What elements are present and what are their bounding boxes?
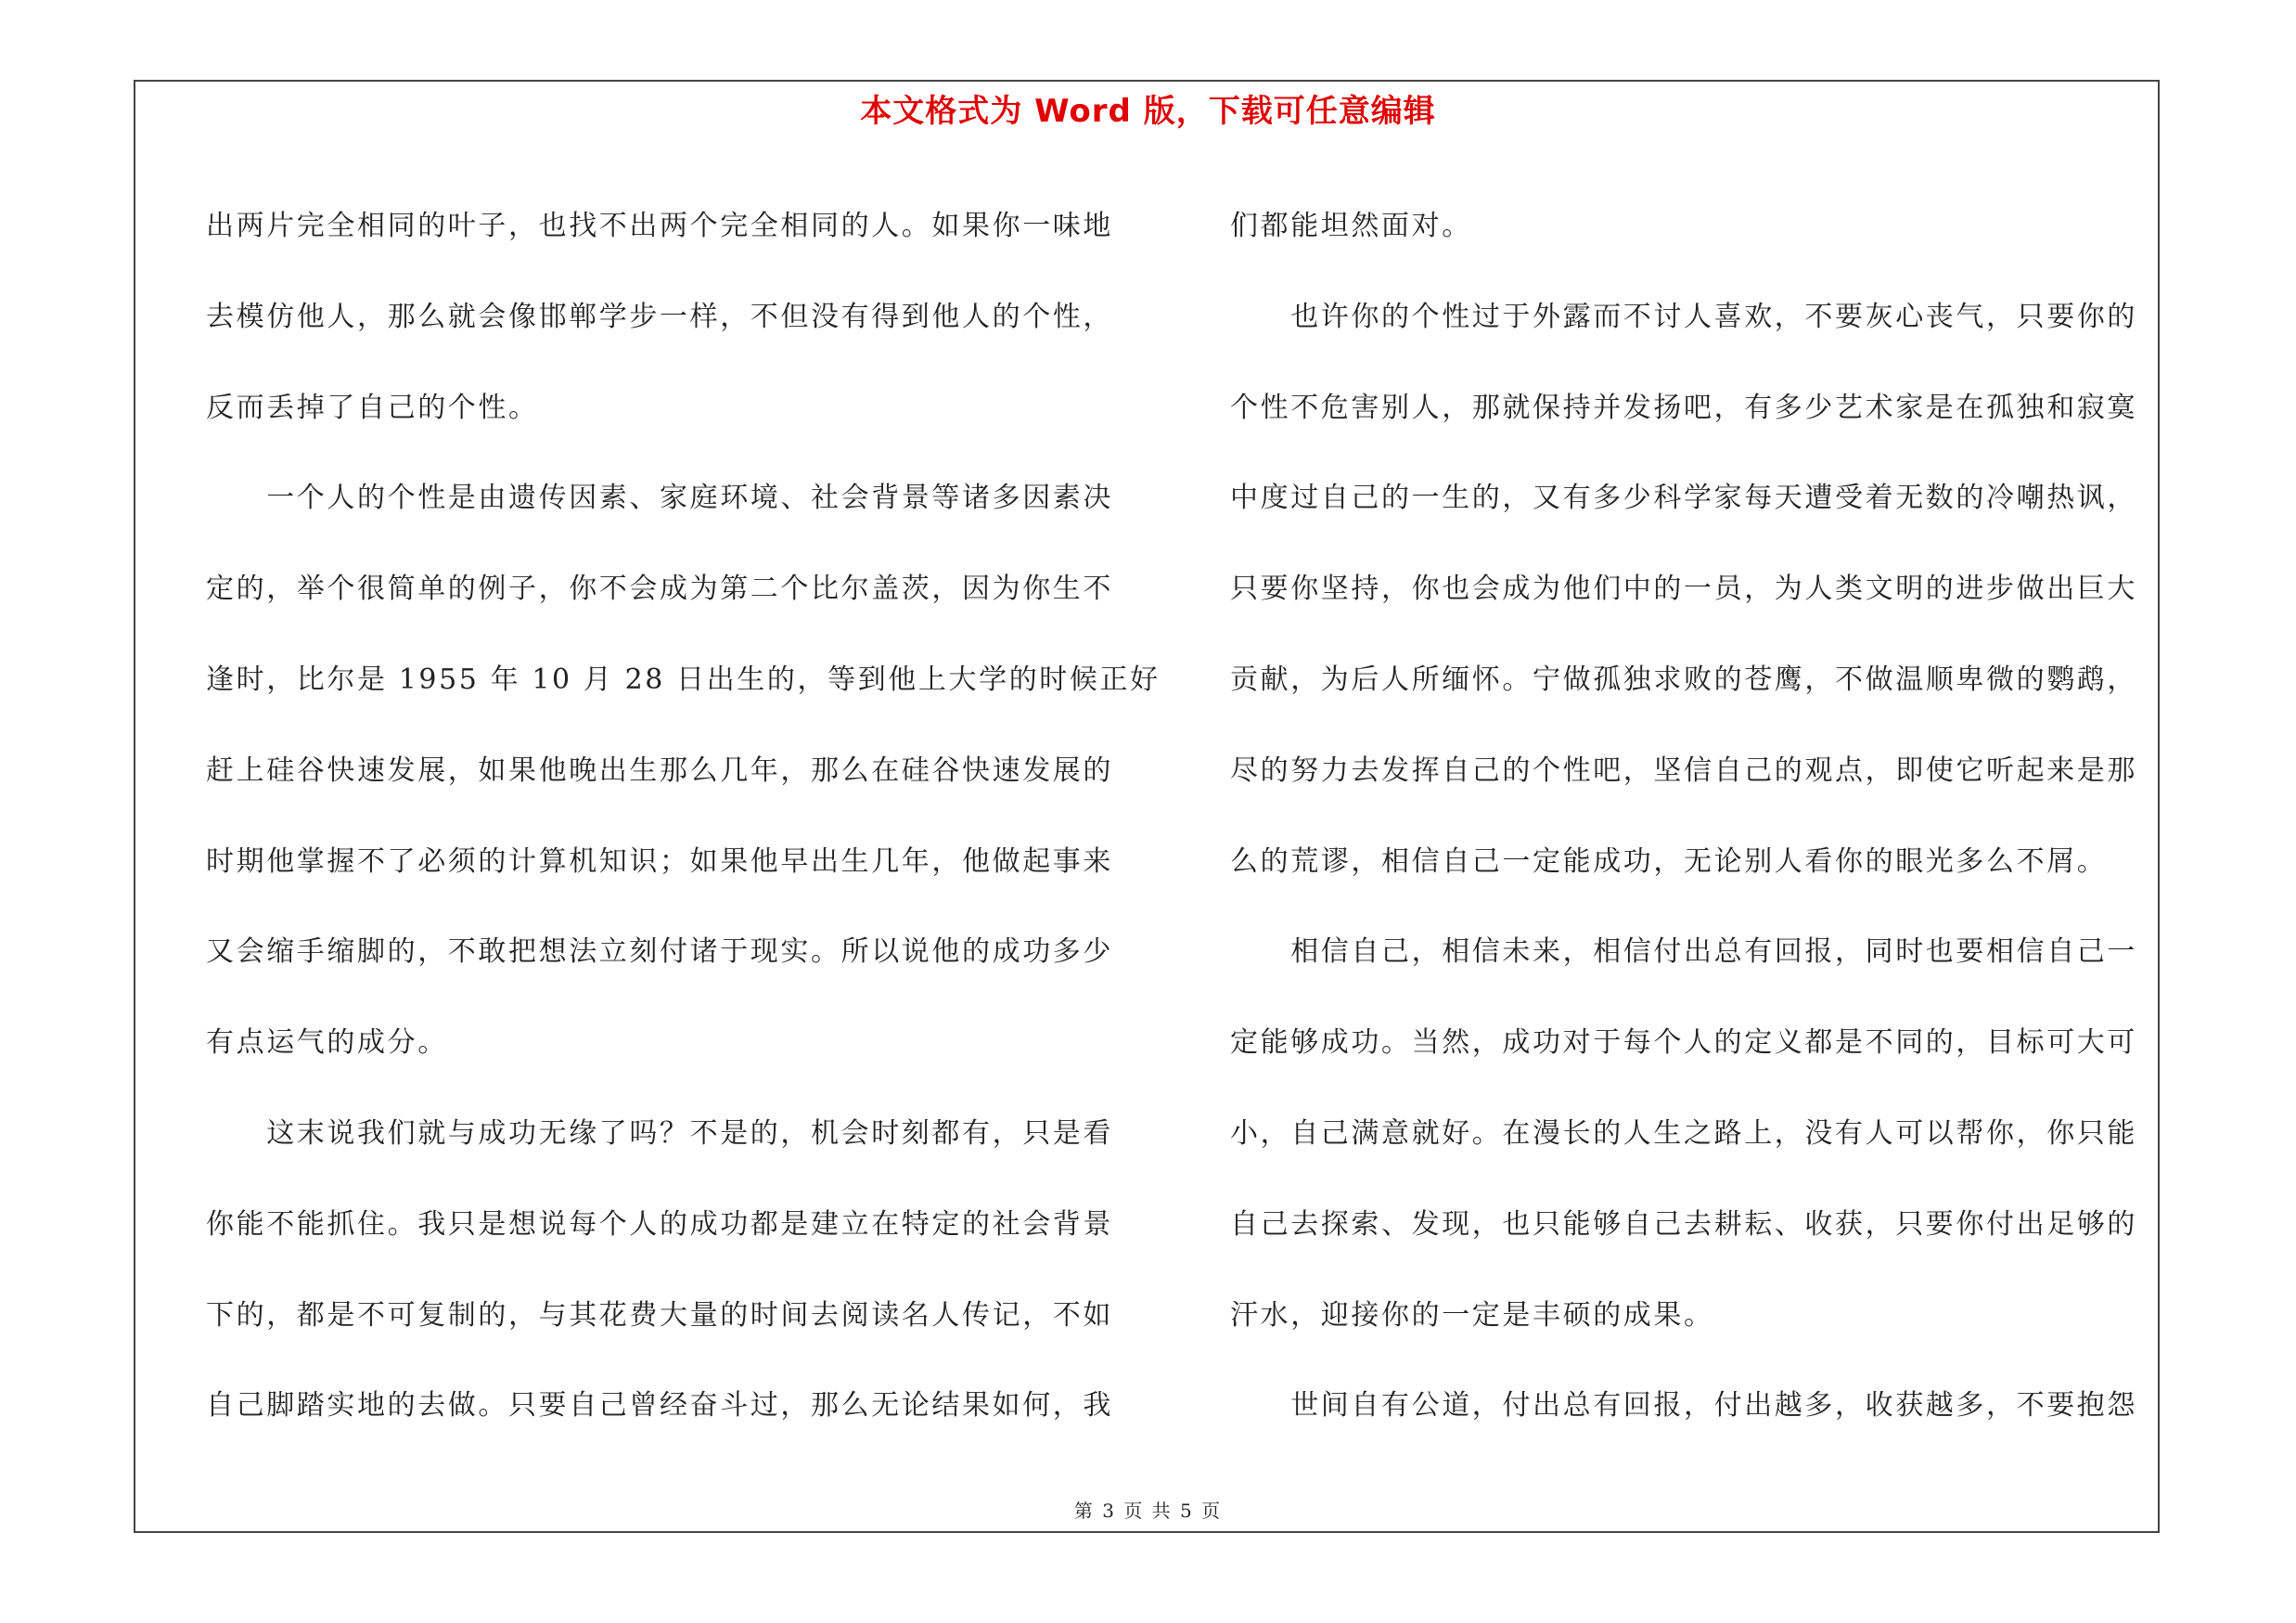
text-line: 们都能坦然面对。 bbox=[1230, 210, 1472, 242]
text-line: 汗水，迎接你的一定是丰硕的成果。 bbox=[1230, 1298, 1714, 1332]
text-line: 逢时，比尔是 1955 年 10 月 28 日出生的，等到他上大学的时候正好 bbox=[206, 663, 1161, 696]
text-line: 去模仿他人，那么就会像邯郸学步一样，不但没有得到他人的个性， bbox=[206, 300, 1113, 333]
text-line: 个性不危害别人，那就保持并发扬吧，有多少艺术家是在孤独和寂寞 bbox=[1230, 391, 2137, 424]
text-line: 么的荒谬，相信自己一定能成功，无论别人看你的眼光多么不屑。 bbox=[1230, 844, 2108, 878]
text-line: 定能够成功。当然，成功对于每个人的定义都是不同的，目标可大可 bbox=[1230, 1026, 2137, 1060]
left-text-column bbox=[206, 181, 1161, 1451]
text-line: 相信自己，相信未来，相信付出总有回报，同时也要相信自己一 bbox=[1230, 935, 2137, 969]
text-line: 反而丢掉了自己的个性。 bbox=[206, 391, 539, 424]
text-line: 中度过自己的一生的，又有多少科学家每天遭受着无数的冷嘲热讽， bbox=[1230, 482, 2137, 515]
text-line: 你能不能抓住。我只是想说每个人的成功都是建立在特定的社会背景 bbox=[206, 1207, 1113, 1241]
text-line: 赶上硅谷快速发展，如果他晚出生那么几年，那么在硅谷快速发展的 bbox=[206, 754, 1113, 787]
text-line: 出两片完全相同的叶子，也找不出两个完全相同的人。如果你一味地 bbox=[206, 210, 1113, 242]
text-line: 这末说我们就与成功无缘了吗？不是的，机会时刻都有，只是看 bbox=[206, 1116, 1113, 1150]
text-line: 自己去探索、发现，也只能够自己去耕耘、收获，只要你付出足够的 bbox=[1230, 1207, 2137, 1241]
text-line: 尽的努力去发挥自己的个性吧，坚信自己的观点，即使它听起来是那 bbox=[1230, 754, 2137, 787]
text-line: 贡献，为后人所缅怀。宁做孤独求败的苍鹰，不做温顺卑微的鹦鹉， bbox=[1230, 663, 2137, 696]
text-line: 又会缩手缩脚的，不敢把想法立刻付诸于现实。所以说他的成功多少 bbox=[206, 935, 1113, 969]
text-line: 一个人的个性是由遗传因素、家庭环境、社会背景等诸多因素决 bbox=[206, 482, 1113, 515]
text-line: 时期他掌握不了必须的计算机知识；如果他早出生几年，他做起事来 bbox=[206, 844, 1113, 878]
text-line: 自己脚踏实地的去做。只要自己曾经奋斗过，那么无论结果如何，我 bbox=[206, 1389, 1113, 1423]
text-line: 定的，举个很简单的例子，你不会成为第二个比尔盖茨，因为你生不 bbox=[206, 573, 1113, 606]
page-banner: 本文格式为 Word 版，下载可任意编辑 bbox=[860, 93, 1436, 130]
text-line: 只要你坚持，你也会成为他们中的一员，为人类文明的进步做出巨大 bbox=[1230, 573, 2137, 606]
text-line: 有点运气的成分。 bbox=[206, 1026, 448, 1060]
text-line: 世间自有公道，付出总有回报，付出越多，收获越多，不要抱怨 bbox=[1230, 1389, 2137, 1423]
text-line: 下的，都是不可复制的，与其花费大量的时间去阅读名人传记，不如 bbox=[206, 1298, 1113, 1332]
text-line: 也许你的个性过于外露而不讨人喜欢，不要灰心丧气，只要你的 bbox=[1230, 300, 2137, 333]
right-text-column bbox=[1230, 181, 2158, 1451]
text-line: 小，自己满意就好。在漫长的人生之路上，没有人可以帮你，你只能 bbox=[1230, 1116, 2137, 1150]
page-number-footer: 第 3 页 共 5 页 bbox=[1073, 1500, 1223, 1522]
